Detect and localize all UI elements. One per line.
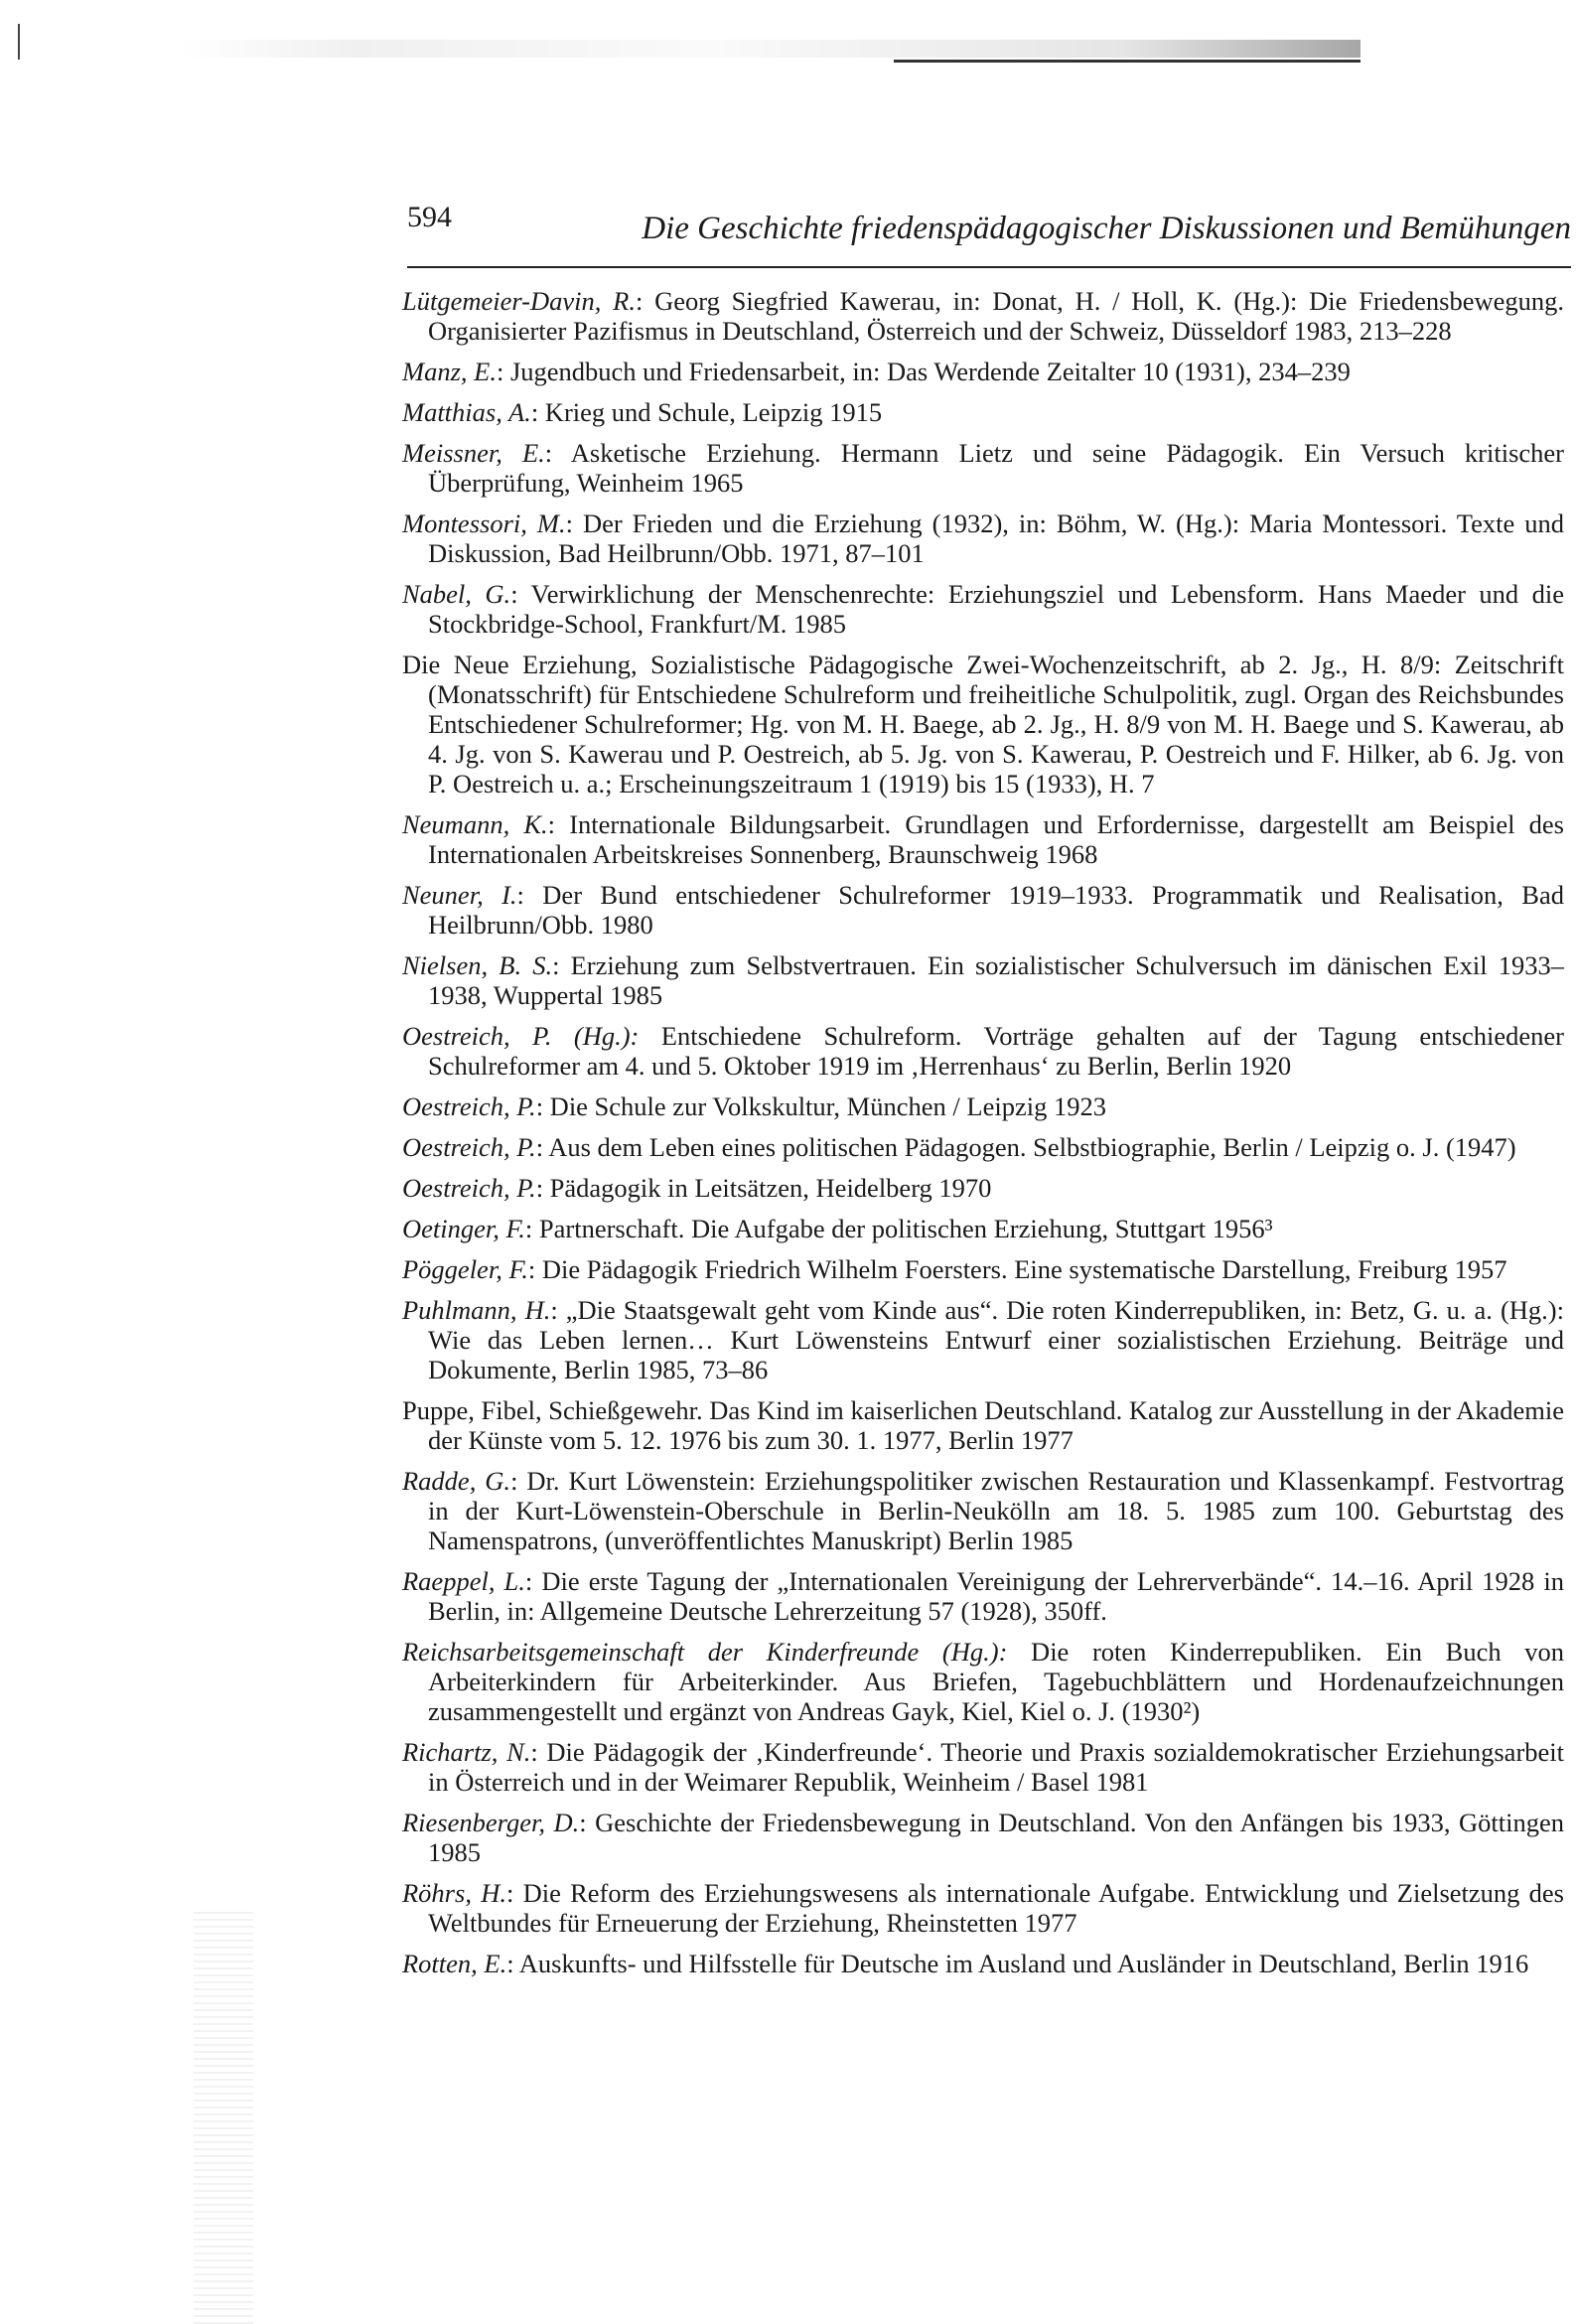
page-header (407, 197, 1571, 268)
entry-text: : Die Reform des Erziehungswesens als internationale Aufgabe. Entwicklung und Zielsetzung des Weltbundes für Erneuerung der Erziehung, Rheinstetten 1977 (428, 1878, 1564, 1938)
entry-text: : Partnerschaft. Die Aufgabe der politischen Erziehung, Stuttgart 1956³ (524, 1214, 1273, 1243)
entry-author: Pöggeler, F. (402, 1254, 528, 1284)
scan-edge-line (894, 60, 1361, 63)
entry-author: Oestreich, P. (Hg.): (402, 1021, 640, 1051)
entry-author: Radde, G. (402, 1466, 511, 1496)
entry-text: : Verwirklichung der Menschenrechte: Erziehungsziel und Lebensform. Hans Maeder und die Stockbridge-School, Frankfurt/M. 1985 (428, 579, 1565, 639)
entry-author: Meissner, E. (402, 438, 545, 468)
entry-text: : Pädagogik in Leitsätzen, Heidelberg 1970 (535, 1173, 992, 1203)
bibliography-entry (402, 1214, 1564, 1243)
bibliography-entry (402, 1737, 1564, 1797)
entry-author: Riesenberger, D. (402, 1808, 580, 1837)
entry-author: Manz, E. (402, 357, 497, 386)
bibliography-entry (402, 1173, 1564, 1203)
bibliography-entry (402, 1395, 1564, 1455)
bibliography-entry (402, 579, 1564, 639)
entry-author: Neuner, I. (402, 880, 517, 910)
bibliography-entry (402, 950, 1564, 1010)
bibliography-list (402, 286, 1564, 1989)
entry-text: : Erziehung zum Selbstvertrauen. Ein sozialistischer Schulversuch im dänischen Exil 1933–1938, Wuppertal 1985 (428, 950, 1564, 1010)
bibliography-entry (402, 1949, 1564, 1978)
entry-text: : Internationale Bildungsarbeit. Grundlagen und Erfordernisse, dargestellt am Beispiel des Internationalen Arbeitskreises Sonnenberg, Braunschweig 1968 (428, 809, 1564, 869)
bibliography-entry (402, 397, 1564, 427)
entry-text: : Aus dem Leben eines politischen Pädagogen. Selbstbiographie, Berlin / Leipzig o. J. (1947) (535, 1132, 1516, 1162)
entry-text: : Georg Siegfried Kawerau, in: Donat, H. / Holl, K. (Hg.): Die Friedensbewegung. Organisierter Pazifismus in Deutschland, Österreich und der Schweiz, Düsseldorf 1983, 213–228 (428, 286, 1564, 346)
bibliography-entry (402, 1021, 1564, 1081)
entry-author: Matthias, A. (402, 397, 531, 427)
scan-shadow-top (179, 40, 1361, 58)
entry-author: Oestreich, P. (402, 1132, 536, 1162)
entry-author: Montessori, M. (402, 508, 566, 538)
bibliography-entry (402, 438, 1564, 498)
scan-margin-noise (194, 1907, 253, 2324)
entry-author: Nabel, G. (402, 579, 511, 609)
entry-author: Reichsarbeitsgemeinschaft der Kinderfreunde (Hg.): (402, 1637, 1008, 1667)
bibliography-entry (402, 1091, 1564, 1121)
entry-author: Oetinger, F. (402, 1214, 525, 1243)
bibliography-entry (402, 650, 1564, 799)
bibliography-entry (402, 1132, 1564, 1162)
entry-author: Neumann, K. (402, 809, 548, 839)
page-number: 594 (407, 201, 452, 233)
bibliography-entry (402, 357, 1564, 386)
entry-text: : Asketische Erziehung. Hermann Lietz und seine Pädagogik. Ein Versuch kritischer Überprüfung, Weinheim 1965 (428, 438, 1564, 498)
bibliography-entry (402, 1808, 1564, 1867)
bibliography-entry (402, 1878, 1564, 1938)
entry-text: : Die Schule zur Volkskultur, München / Leipzig 1923 (535, 1091, 1106, 1121)
entry-text: : Die Pädagogik Friedrich Wilhelm Foersters. Eine systematische Darstellung, Freiburg 1957 (527, 1254, 1507, 1284)
entry-text: : Geschichte der Friedensbewegung in Deutschland. Von den Anfängen bis 1933, Göttingen 1985 (428, 1808, 1564, 1867)
bibliography-entry (402, 880, 1564, 940)
entry-text: : „Die Staatsgewalt geht vom Kinde aus“. Die roten Kinderrepubliken, in: Betz, G. u. a. (Hg.): Wie das Leben lernen… Kurt Löwensteins Entwurf einer sozialistischen Erziehung. Beiträge und Dokumente, Berlin 1985, 73–86 (428, 1295, 1564, 1384)
entry-author: Nielsen, B. S. (402, 950, 553, 980)
bibliography-entry (402, 1254, 1564, 1284)
entry-text: : Krieg und Schule, Leipzig 1915 (530, 397, 883, 427)
entry-text: : Die erste Tagung der „Internationalen Vereinigung der Lehrerverbände“. 14.–16. April 1928 in Berlin, in: Allgemeine Deutsche Lehrerzeitung 57 (1928), 350ff. (428, 1566, 1565, 1626)
scan-margin-mark (18, 24, 20, 60)
entry-author: Oestreich, P. (402, 1091, 536, 1121)
bibliography-entry (402, 809, 1564, 869)
entry-author: Röhrs, H. (402, 1878, 506, 1908)
entry-text: : Auskunfts- und Hilfsstelle für Deutsche im Ausland und Ausländer in Deutschland, Berlin 1916 (506, 1949, 1529, 1978)
entry-text: Puppe, Fibel, Schießgewehr. Das Kind im kaiserlichen Deutschland. Katalog zur Ausstellung in der Akademie der Künste vom 5. 12. 1976 bis zum 30. 1. 1977, Berlin 1977 (402, 1395, 1564, 1455)
running-title: Die Geschichte friedenspädagogischer Diskussionen und Bemühungen (642, 211, 1571, 246)
entry-author: Rotten, E. (402, 1949, 507, 1978)
entry-author: Oestreich, P. (402, 1173, 536, 1203)
entry-text: : Die Pädagogik der ‚Kinderfreunde‘. Theorie und Praxis sozialdemokratischer Erziehungsarbeit in Österreich und in der Weimarer Republik, Weinheim / Basel 1981 (428, 1737, 1565, 1797)
bibliography-entry (402, 1295, 1564, 1384)
entry-text: Die roten Kinderrepubliken. Ein Buch von Arbeiterkindern für Arbeiterkinder. Aus Briefen, Tagebuchblättern und Hordenaufzeichnungen zusammengestellt und ergänzt von Andreas Gayk, Kiel, Kiel o. J. (1930²) (428, 1637, 1565, 1726)
bibliography-entry (402, 286, 1564, 346)
bibliography-entry (402, 1637, 1564, 1726)
entry-author: Raeppel, L. (402, 1566, 525, 1596)
entry-author: Lütgemeier-Davin, R. (402, 286, 636, 316)
entry-author: Richartz, N. (402, 1737, 531, 1767)
bibliography-entry (402, 508, 1564, 568)
entry-text: Die Neue Erziehung, Sozialistische Pädagogische Zwei-Wochenzeitschrift, ab 2. Jg., H. 8/9: Zeitschrift (Monatsschrift) für Entschiedene Schulreform und freiheitliche Schulpolitik, zugl. Organ des Reichsbundes Entschiedener Schulreformer; Hg. von M. H. Baege, ab 2. Jg., H. 8/9 von M. H. Baege und S. Kawerau, ab 4. Jg. von S. Kawerau und P. Oestreich, ab 5. Jg. von S. Kawerau, P. Oestreich und F. Hilker, ab 6. Jg. von P. Oestreich u. a.; Erscheinungszeitraum 1 (1919) bis 15 (1933), H. 7 (402, 650, 1564, 799)
entry-author: Puhlmann, H. (402, 1295, 551, 1325)
entry-text: : Jugendbuch und Friedensarbeit, in: Das Werdende Zeitalter 10 (1931), 234–239 (496, 357, 1351, 386)
entry-text: : Der Bund entschiedener Schulreformer 1919–1933. Programmatik und Realisation, Bad Heilbrunn/Obb. 1980 (428, 880, 1564, 940)
entry-text: : Der Frieden und die Erziehung (1932), in: Böhm, W. (Hg.): Maria Montessori. Texte und Diskussion, Bad Heilbrunn/Obb. 1971, 87–101 (428, 508, 1564, 568)
entry-text: Entschiedene Schulreform. Vorträge gehalten auf der Tagung entschiedener Schulreformer am 4. und 5. Oktober 1919 im ‚Herrenhaus‘ zu Berlin, Berlin 1920 (428, 1021, 1564, 1081)
bibliography-entry (402, 1566, 1564, 1626)
bibliography-entry (402, 1466, 1564, 1555)
entry-text: : Dr. Kurt Löwenstein: Erziehungspolitiker zwischen Restauration und Klassenkampf. Festvortrag in der Kurt-Löwenstein-Oberschule in Berlin-Neukölln am 18. 5. 1985 zum 100. Geburtstag des Namenspatrons, (unveröffentlichtes Manuskript) Berlin 1985 (428, 1466, 1564, 1555)
